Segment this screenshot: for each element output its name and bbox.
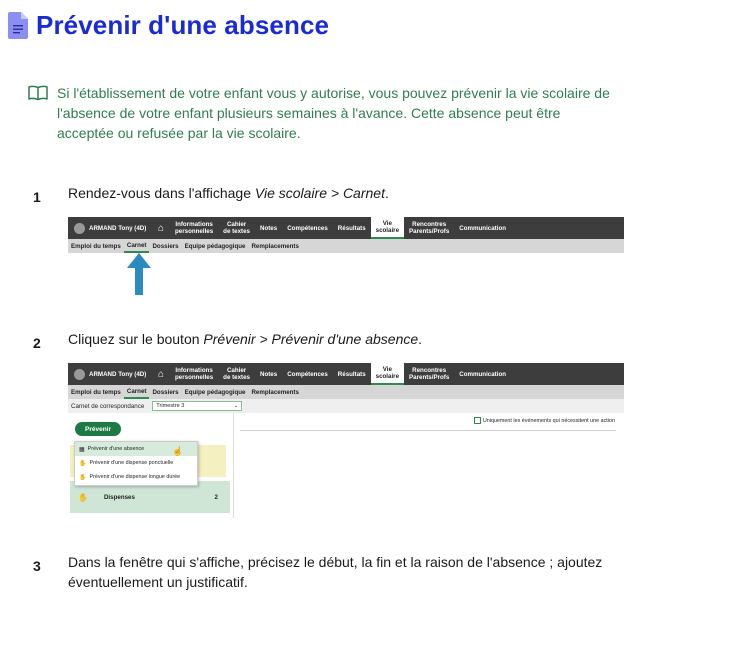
nav-resultats[interactable]: Résultats — [337, 370, 366, 378]
step-number: 3 — [33, 558, 41, 574]
hand-icon: ✋ — [79, 460, 87, 467]
nav-communication[interactable]: Communication — [459, 370, 507, 378]
screenshot-navbar-1 — [68, 217, 624, 253]
top-navbar — [68, 363, 624, 385]
subnav-emploi[interactable]: Emploi du temps — [71, 242, 121, 250]
filter-checkbox[interactable] — [474, 417, 481, 424]
user-name: ARMAND Tony (4D) — [89, 224, 147, 232]
carnet-body — [68, 413, 624, 518]
nav-notes[interactable]: Notes — [260, 370, 278, 378]
filter-checkbox-row[interactable] — [474, 417, 615, 424]
step-text-post: . — [418, 331, 423, 347]
nav-cahier[interactable]: Cahier de textes — [223, 221, 250, 235]
chevron-down-icon: ⌄ — [233, 403, 239, 409]
step-text-post: . — [384, 185, 389, 201]
step-text-pre: Cliquez sur le bouton — [68, 331, 204, 347]
subnav-equipe[interactable]: Equipe pédagogique — [184, 388, 246, 396]
sub-navbar — [68, 239, 624, 253]
subnav-dossiers[interactable]: Dossiers — [152, 242, 179, 250]
subnav-dossiers[interactable]: Dossiers — [152, 388, 179, 396]
nav-informations[interactable]: Informations personnelles — [175, 367, 214, 381]
nav-competences[interactable]: Compétences — [287, 370, 328, 378]
subnav-remplacements[interactable]: Remplacements — [251, 388, 299, 396]
menu-item-absence[interactable]: ▦ Prévenir d'une absence — [75, 442, 197, 456]
nav-informations[interactable]: Informations personnelles — [175, 221, 214, 235]
top-navbar — [68, 217, 624, 239]
step-text — [68, 329, 628, 349]
nav-rencontres[interactable]: Rencontres Parents/Profs — [409, 367, 450, 381]
step-text: Dans la fenêtre qui s'affiche, précisez le début, la fin et la raison de l'absence ; ajoutez éventuellement un justificatif. — [68, 554, 603, 590]
dispense-icon: ✋ — [78, 492, 88, 502]
subnav-equipe[interactable]: Equipe pédagogique — [184, 242, 246, 250]
carnet-bar — [68, 399, 624, 413]
step-number: 2 — [33, 335, 41, 351]
period-value: Trimestre 3 — [156, 403, 185, 409]
home-icon[interactable]: ⌂ — [157, 368, 165, 380]
step-text-path: Vie scolaire > Carnet — [254, 185, 385, 201]
avatar — [74, 223, 85, 234]
carnet-label: Carnet de correspondance — [71, 402, 145, 410]
home-icon[interactable]: ⌂ — [157, 222, 165, 234]
user-menu[interactable] — [68, 217, 152, 239]
nav-vie-scolaire[interactable]: Vie scolaire — [371, 363, 404, 385]
page-title: Prévenir d'une absence — [36, 10, 330, 40]
page-header — [8, 10, 329, 41]
calendar-icon: ▦ — [79, 446, 85, 453]
arrow-up-icon — [126, 252, 152, 296]
user-name: ARMAND Tony (4D) — [89, 370, 147, 378]
dispenses-label: Dispenses — [103, 493, 135, 501]
hand-icon: ✋ — [79, 474, 87, 481]
step-text-pre: Rendez-vous dans l'affichage — [68, 185, 255, 201]
book-icon — [28, 85, 48, 101]
left-panel — [68, 413, 234, 518]
nav-notes[interactable]: Notes — [260, 224, 278, 232]
subnav-carnet[interactable]: Carnet — [124, 239, 150, 253]
user-menu[interactable] — [68, 363, 152, 385]
pointer-cursor-icon: ☝ — [172, 446, 184, 456]
menu-item-dispense-ponctuelle[interactable]: ✋ Prévenir d'une dispense ponctuelle — [79, 460, 174, 467]
nav-cahier[interactable]: Cahier de textes — [223, 367, 250, 381]
nav-competences[interactable]: Compétences — [287, 224, 328, 232]
nav-vie-scolaire[interactable]: Vie scolaire — [371, 217, 404, 239]
subnav-remplacements[interactable]: Remplacements — [251, 242, 299, 250]
filter-checkbox-label: Uniquement les événements qui nécessitent une action — [482, 417, 615, 424]
nav-communication[interactable]: Communication — [459, 224, 507, 232]
dispenses-count: 2 — [214, 493, 218, 501]
screenshot-carnet — [68, 363, 624, 518]
intro-text: Si l'établissement de votre enfant vous y autorise, vous pouvez prévenir la vie scolaire de l'absence de votre enfant plusieurs semaines à l'avance. Cette absence peut être acceptée ou refusée par la vie scolaire. — [57, 85, 610, 141]
nav-rencontres[interactable]: Rencontres Parents/Profs — [409, 221, 450, 235]
subnav-carnet[interactable]: Carnet — [124, 385, 150, 399]
nav-resultats[interactable]: Résultats — [337, 224, 366, 232]
intro-note — [28, 83, 618, 143]
step-text-path: Prévenir > Prévenir d'une absence — [203, 331, 419, 347]
divider — [240, 430, 616, 431]
right-panel — [240, 413, 624, 518]
menu-item-dispense-longue[interactable]: ✋ Prévenir d'une dispense longue durée — [79, 474, 181, 481]
period-select[interactable] — [152, 401, 242, 411]
prevenir-button[interactable]: Prévenir — [75, 422, 121, 436]
avatar — [74, 369, 85, 380]
step-text — [68, 183, 628, 203]
sub-navbar — [68, 385, 624, 399]
subnav-emploi[interactable]: Emploi du temps — [71, 388, 121, 396]
step-number: 1 — [33, 189, 41, 205]
document-icon — [8, 12, 28, 39]
